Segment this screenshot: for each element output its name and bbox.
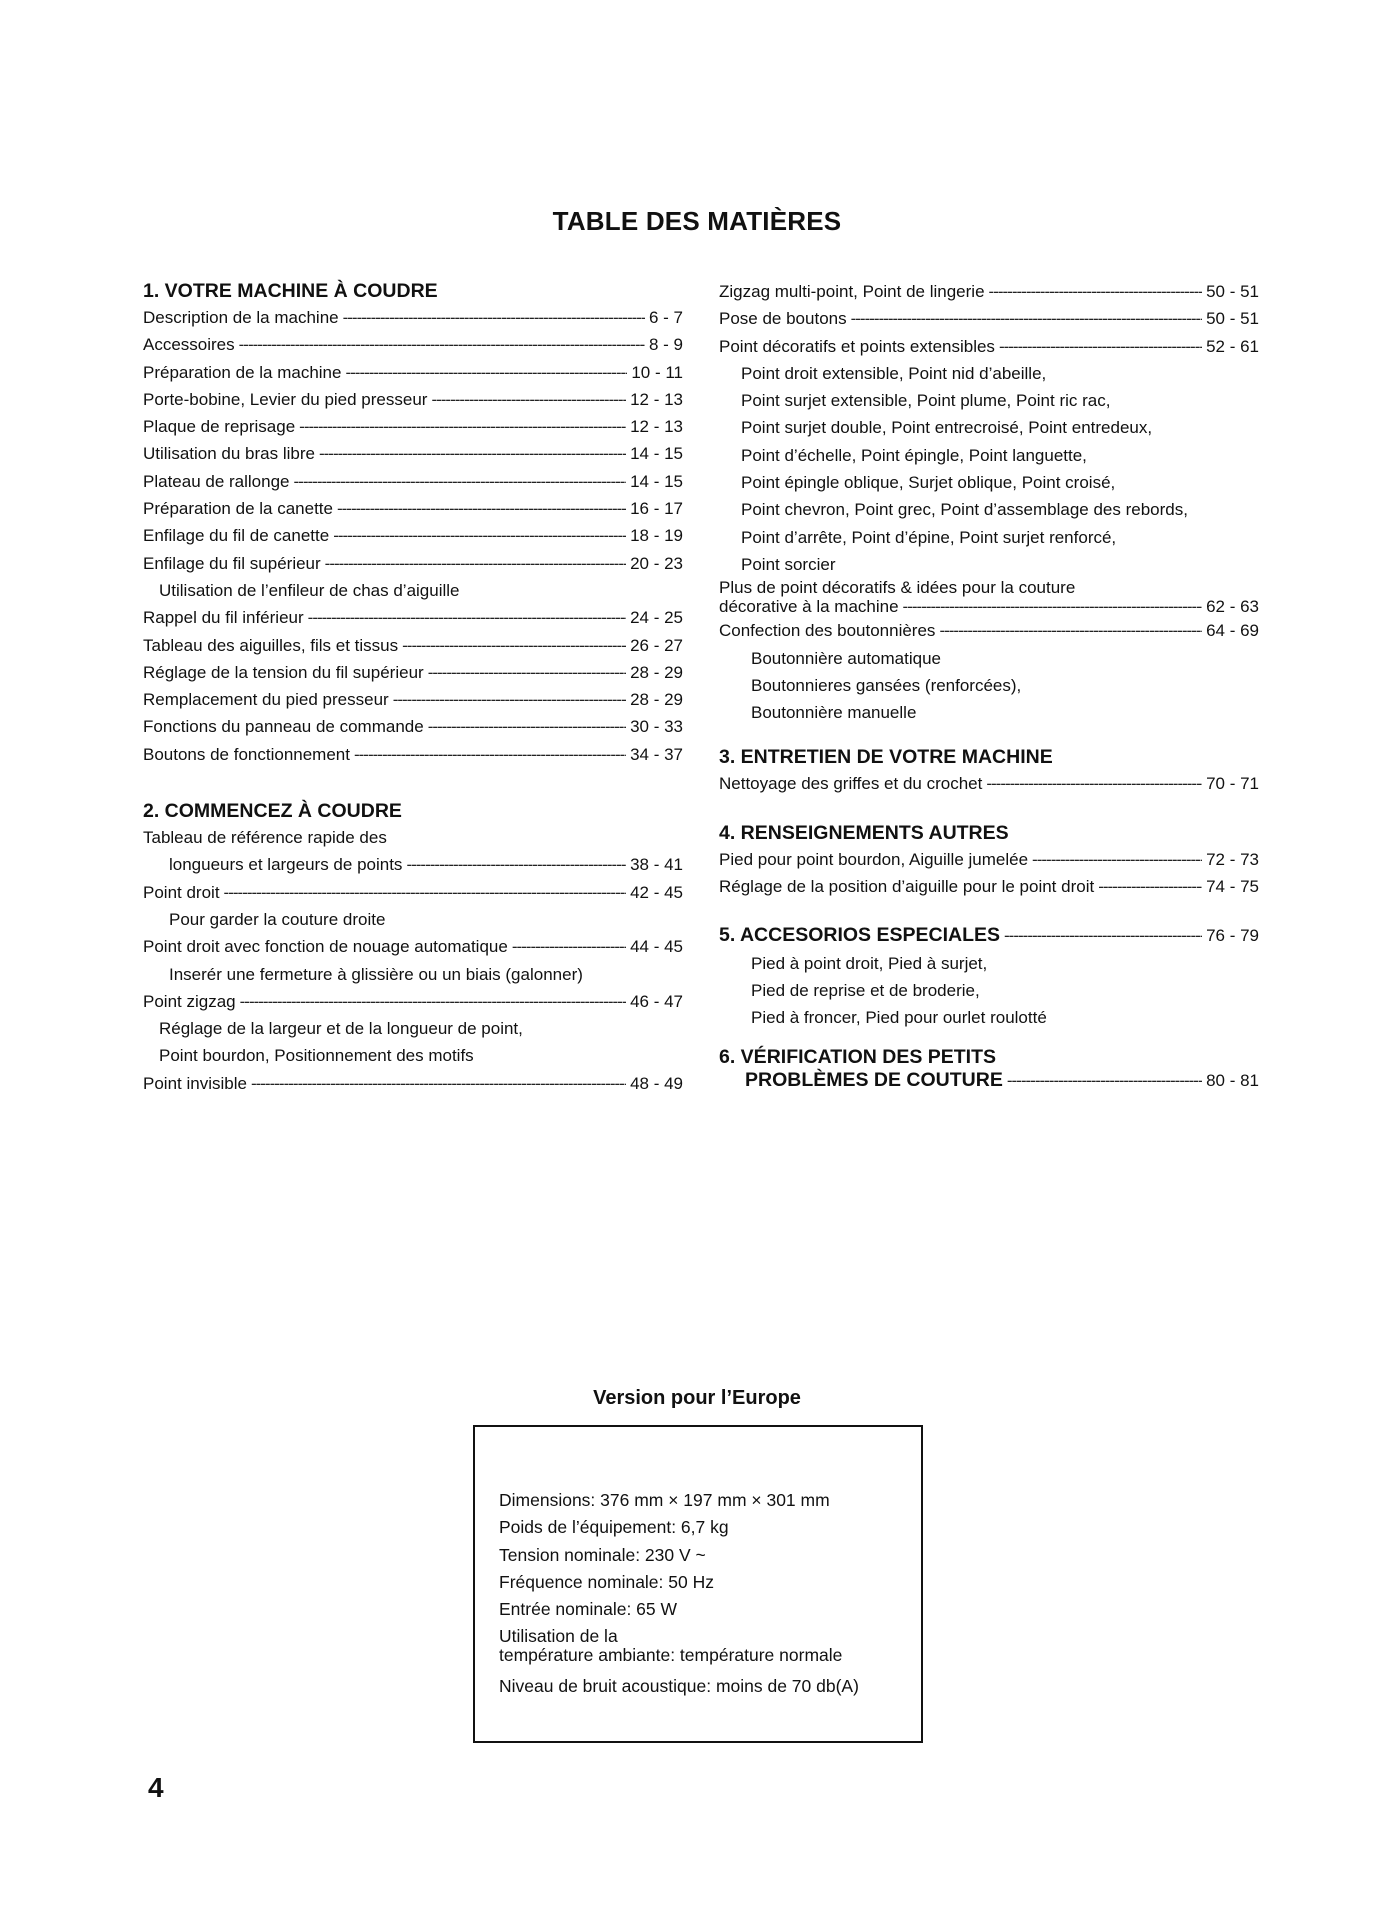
toc-entry: Préparation de la canette ----- 16 - 17 xyxy=(143,495,683,522)
section-2-heading: 2. COMMENCEZ À COUDRE xyxy=(143,800,402,823)
spec-line: Tension nominale: 230 V ~ xyxy=(499,1544,706,1565)
toc-entry: Enfilage du fil supérieur ----- 20 - 23 xyxy=(143,550,683,577)
spec-line: Utilisation de la xyxy=(499,1626,618,1647)
section-1-list xyxy=(143,304,683,768)
toc-left-column xyxy=(143,278,683,1097)
toc-subentry: Réglage de la largeur et de la longueur de point, xyxy=(159,1019,523,1039)
toc-subentry: Boutonnieres gansées (renforcées), xyxy=(751,675,1022,695)
toc-entry: Remplacement du pied presseur ----- 28 - 29 xyxy=(143,686,683,713)
toc-entry: Point droit ----- 42 - 45 xyxy=(143,879,683,906)
toc-entry: Plateau de rallonge ----- 14 - 15 xyxy=(143,468,683,495)
spec-line: Fréquence nominale: 50 Hz xyxy=(499,1571,714,1592)
spec-temperature xyxy=(499,1627,859,1665)
toc-entry: Réglage de la position d’aiguille pour le point droit ----- 74 - 75 xyxy=(719,873,1259,900)
toc-subentry: Point d’échelle, Point épingle, Point languette, xyxy=(741,445,1087,465)
spec-line: Niveau de bruit acoustique: moins de 70 db(A) xyxy=(499,1676,859,1697)
section-6-title-line2: PROBLÈMES DE COUTURE ----- 80 - 81 xyxy=(719,1069,1259,1092)
spec-list xyxy=(499,1487,859,1701)
toc-entry: Accessoires ----- 8 - 9 xyxy=(143,331,683,358)
toc-subentry: Boutonnière automatique xyxy=(751,648,941,668)
toc-entry: Boutons de fonctionnement ----- 34 - 37 xyxy=(143,741,683,768)
toc-entry: Point droit avec fonction de nouage automatique ----- 44 - 45 xyxy=(143,933,683,960)
toc-subentry: Point sorcier xyxy=(741,554,836,574)
toc-subentry: Pour garder la couture droite xyxy=(169,909,386,929)
toc-entry: Point décoratifs et points extensibles ----- 52 - 61 xyxy=(719,333,1259,360)
section-6-heading xyxy=(719,1046,1259,1092)
toc-entry: décorative à la machine ----- 62 - 63 xyxy=(719,597,1259,617)
toc-subentry: Utilisation de l’enfileur de chas d’aiguille xyxy=(159,580,460,600)
toc-entry: Pied pour point bourdon, Aiguille jumelée ----- 72 - 73 xyxy=(719,846,1259,873)
toc-subentry: Point droit extensible, Point nid d’abeille, xyxy=(741,363,1047,383)
toc-entry-text: Tableau de référence rapide des xyxy=(143,828,387,848)
toc-subentry: Point d’arrête, Point d’épine, Point surjet renforcé, xyxy=(741,527,1117,547)
page-number: 4 xyxy=(148,1772,164,1803)
toc-entry-text: Plus de point décoratifs & idées pour la couture xyxy=(719,578,1076,598)
toc-entry: Tableau des aiguilles, fils et tissus ----- 26 - 27 xyxy=(143,632,683,659)
toc-entry: Nettoyage des griffes et du crochet ----- 70 - 71 xyxy=(719,770,1259,797)
toc-entry: longueurs et largeurs de points ----- 38 - 41 xyxy=(143,851,683,878)
toc-subentry: Boutonnière manuelle xyxy=(751,703,917,723)
section-5-heading: 5. ACCESORIOS ESPECIALES ----- 76 - 79 xyxy=(719,922,1259,949)
toc-entry: Enfilage du fil de canette ----- 18 - 19 xyxy=(143,522,683,549)
section-3-heading: 3. ENTRETIEN DE VOTRE MACHINE xyxy=(719,746,1053,769)
spec-line: Dimensions: 376 mm × 197 mm × 301 mm xyxy=(499,1490,830,1510)
spec-line: température ambiante: température normale xyxy=(499,1645,843,1666)
toc-entry: Rappel du fil inférieur ----- 24 - 25 xyxy=(143,604,683,631)
toc-subentry: Point surjet double, Point entrecroisé, Point entredeux, xyxy=(741,418,1153,438)
toc-entry: Utilisation du bras libre ----- 14 - 15 xyxy=(143,440,683,467)
toc-subentry: Pied de reprise et de broderie, xyxy=(751,980,980,1000)
section-6-title-line1: 6. VÉRIFICATION DES PETITS xyxy=(719,1045,997,1068)
toc-entry: Zigzag multi-point, Point de lingerie ----- 50 - 51 xyxy=(719,278,1259,305)
toc-subentry: Point bourdon, Positionnement des motifs xyxy=(159,1046,474,1066)
toc-entry: Réglage de la tension du fil supérieur ----- 28 - 29 xyxy=(143,659,683,686)
section-4-heading: 4. RENSEIGNEMENTS AUTRES xyxy=(719,821,1009,844)
spec-line: Poids de l’équipement: 6,7 kg xyxy=(499,1517,729,1538)
toc-entry: Description de la machine ----- 6 - 7 xyxy=(143,304,683,331)
toc-entry-two-line xyxy=(719,578,1259,617)
toc-entry: Point zigzag ----- 46 - 47 xyxy=(143,988,683,1015)
toc-entry: Confection des boutonnières ----- 64 - 69 xyxy=(719,617,1259,644)
spec-line: Entrée nominale: 65 W xyxy=(499,1599,678,1620)
spec-box xyxy=(473,1425,923,1743)
toc-subentry: Point épingle oblique, Surjet oblique, Point croisé, xyxy=(741,473,1116,493)
toc-entry: Point invisible ----- 48 - 49 xyxy=(143,1070,683,1097)
toc-entry: Préparation de la machine ----- 10 - 11 xyxy=(143,359,683,386)
toc-entry: Fonctions du panneau de commande ----- 30 - 33 xyxy=(143,713,683,740)
toc-subentry: Point chevron, Point grec, Point d’assemblage des rebords, xyxy=(741,500,1188,520)
toc-right-column xyxy=(719,278,1259,1092)
toc-entry: Pose de boutons ----- 50 - 51 xyxy=(719,305,1259,332)
section-1-heading: 1. VOTRE MACHINE À COUDRE xyxy=(143,280,438,302)
section-2-list xyxy=(143,824,683,1097)
version-heading: Version pour l’Europe xyxy=(593,1387,801,1409)
toc-entry: Porte-bobine, Levier du pied presseur ----- 12 - 13 xyxy=(143,386,683,413)
toc-subentry: Pied à point droit, Pied à surjet, xyxy=(751,953,988,973)
toc-entry: Plaque de reprisage ----- 12 - 13 xyxy=(143,413,683,440)
toc-subentry: Inserér une fermeture à glissière ou un biais (galonner) xyxy=(169,964,583,984)
toc-subentry: Pied à froncer, Pied pour ourlet roulotté xyxy=(751,1008,1047,1028)
toc-subentry: Point surjet extensible, Point plume, Point ric rac, xyxy=(741,391,1111,411)
page-title: TABLE DES MATIÈRES xyxy=(552,206,842,236)
